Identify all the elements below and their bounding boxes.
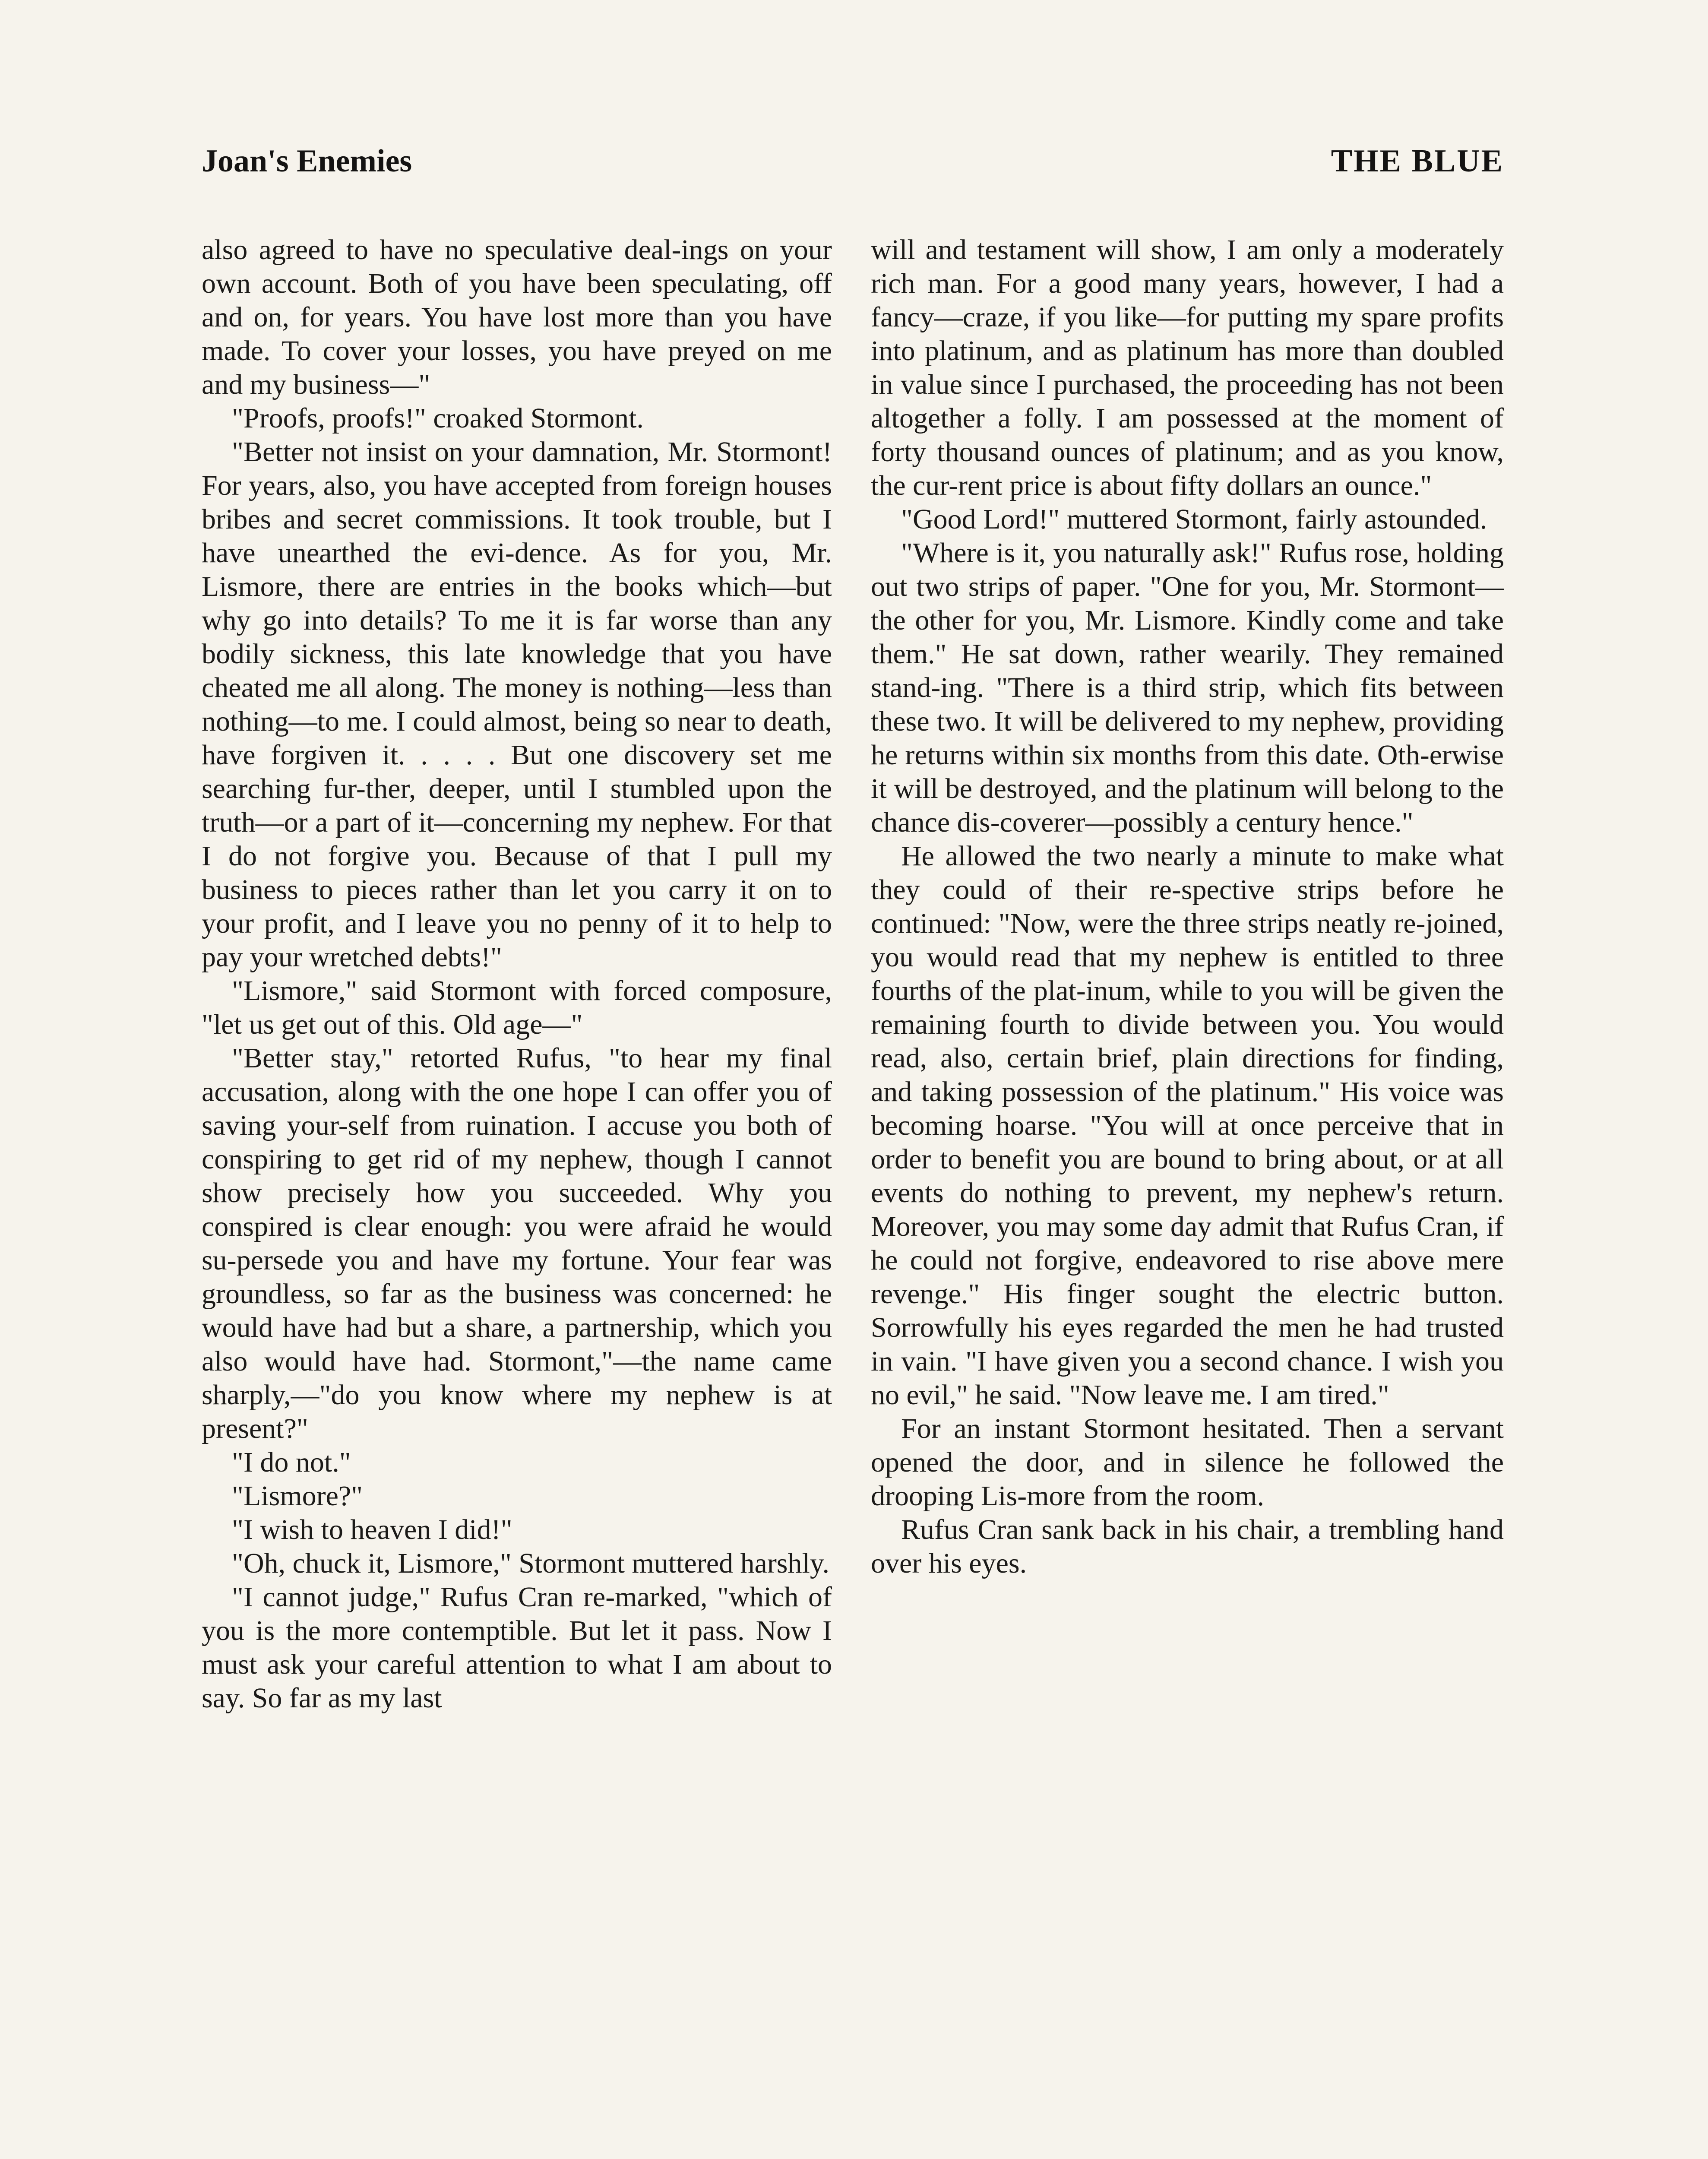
paragraph: "I do not." bbox=[232, 1447, 351, 1478]
story-title: Joan's Enemies bbox=[202, 143, 412, 179]
paragraph: "Where is it, you naturally ask!" Rufus rose, holding out two strips of paper. "One for you, Mr. Stormont—the other for you, Mr. Lismore. Kindly come and take them." He sat down, rather wearily. They remained stand-ing. "There is a third strip, which fits between these two. It will be delivered to my nephew, providing he returns within six months from this date. Oth-erwise it will be destroyed, and the platinum will belong to the chance dis-coverer—possibly a century hence." bbox=[871, 537, 1504, 838]
paragraph: He allowed the two nearly a minute to make what they could of their re-spective strips before he continued: "Now, were the three strips neatly re-joined, you would read that my nephew is entitled to three fourths of the plat-inum, while to you will be given the remaining fourth to divide between you. You would read, also, certain brief, plain directions for finding, and taking possession of the platinum." His voice was becoming hoarse. "You will at once perceive that in order to benefit you are bound to bring about, or at all events do nothing to prevent, my nephew's return. Moreover, you may some day admit that Rufus Cran, if he could not forgive, endeavored to rise above mere revenge." His finger sought the electric button. Sorrowfully his eyes regarded the men he had trusted in vain. "I have given you a second chance. I wish you no evil," he said. "Now leave me. I am tired." bbox=[871, 840, 1504, 1411]
paragraph: For an instant Stormont hesitated. Then a servant opened the door, and in silence he followed the drooping Lis-more from the room. bbox=[871, 1413, 1504, 1512]
paragraph: also agreed to have no speculative deal-ings on your own account. Both of you have been speculating, off and on, for years. You have lost more than you have made. To cover your losses, you have preyed on me and my business—" bbox=[202, 234, 832, 400]
paragraph: "Proofs, proofs!" croaked Stormont. bbox=[232, 402, 644, 434]
paragraph: "Lismore?" bbox=[232, 1480, 363, 1512]
right-column bbox=[871, 233, 1504, 2159]
running-head bbox=[202, 137, 1504, 185]
paragraph: "Good Lord!" muttered Stormont, fairly astounded. bbox=[901, 503, 1487, 535]
paragraph: "Lismore," said Stormont with forced composure, "let us get out of this. Old age—" bbox=[202, 975, 832, 1040]
paragraph: will and testament will show, I am only a moderately rich man. For a good many years, however, I had a fancy—craze, if you like—for putting my spare profits into platinum, and as platinum has more than doubled in value since I purchased, the proceeding has not been altogether a folly. I am possessed at the moment of forty thousand ounces of platinum; and as you know, the cur-rent price is about fifty dollars an ounce." bbox=[871, 234, 1504, 501]
paragraph: "I wish to heaven I did!" bbox=[232, 1514, 512, 1545]
paragraph: "I cannot judge," Rufus Cran re-marked, "which of you is the more contemptible. But let it pass. Now I must ask your careful attention to what I am about to say. So far as my last bbox=[202, 1581, 832, 1714]
paragraph: "Better not insist on your damnation, Mr. Stormont! For years, also, you have accepted from foreign houses bribes and secret commissions. It took trouble, but I have unearthed the evi-dence. As for you, Mr. Lismore, there are entries in the books which—but why go into details? To me it is far worse than any bodily sickness, this late knowledge that you have cheated me all along. The money is nothing—less than nothing—to me. I could almost, being so near to death, have forgiven it. . . . . But one discovery set me searching fur-ther, deeper, until I stumbled upon the truth—or a part of it—concerning my nephew. For that I do not forgive you. Because of that I pull my business to pieces rather than let you carry it on to your profit, and I leave you no penny of it to help to pay your wretched debts!" bbox=[202, 436, 832, 973]
paragraph: "Better stay," retorted Rufus, "to hear my final accusation, along with the one hope I can offer you of saving your-self from ruination. I accuse you both of conspiring to get rid of my nephew, though I cannot show precisely how you succeeded. Why you conspired is clear enough: you were afraid he would su-persede you and have my fortune. Your fear was groundless, so far as the business was concerned: he would have had but a share, a partnership, which you also would have had. Stormont,"—the name came sharply,—"do you know where my nephew is at present?" bbox=[202, 1042, 832, 1444]
left-column bbox=[202, 233, 832, 2159]
magazine-title: THE BLUE bbox=[1331, 143, 1504, 179]
paragraph: Rufus Cran sank back in his chair, a trembling hand over his eyes. bbox=[871, 1514, 1504, 1579]
paragraph: "Oh, chuck it, Lismore," Stormont muttered harshly. bbox=[232, 1548, 830, 1579]
